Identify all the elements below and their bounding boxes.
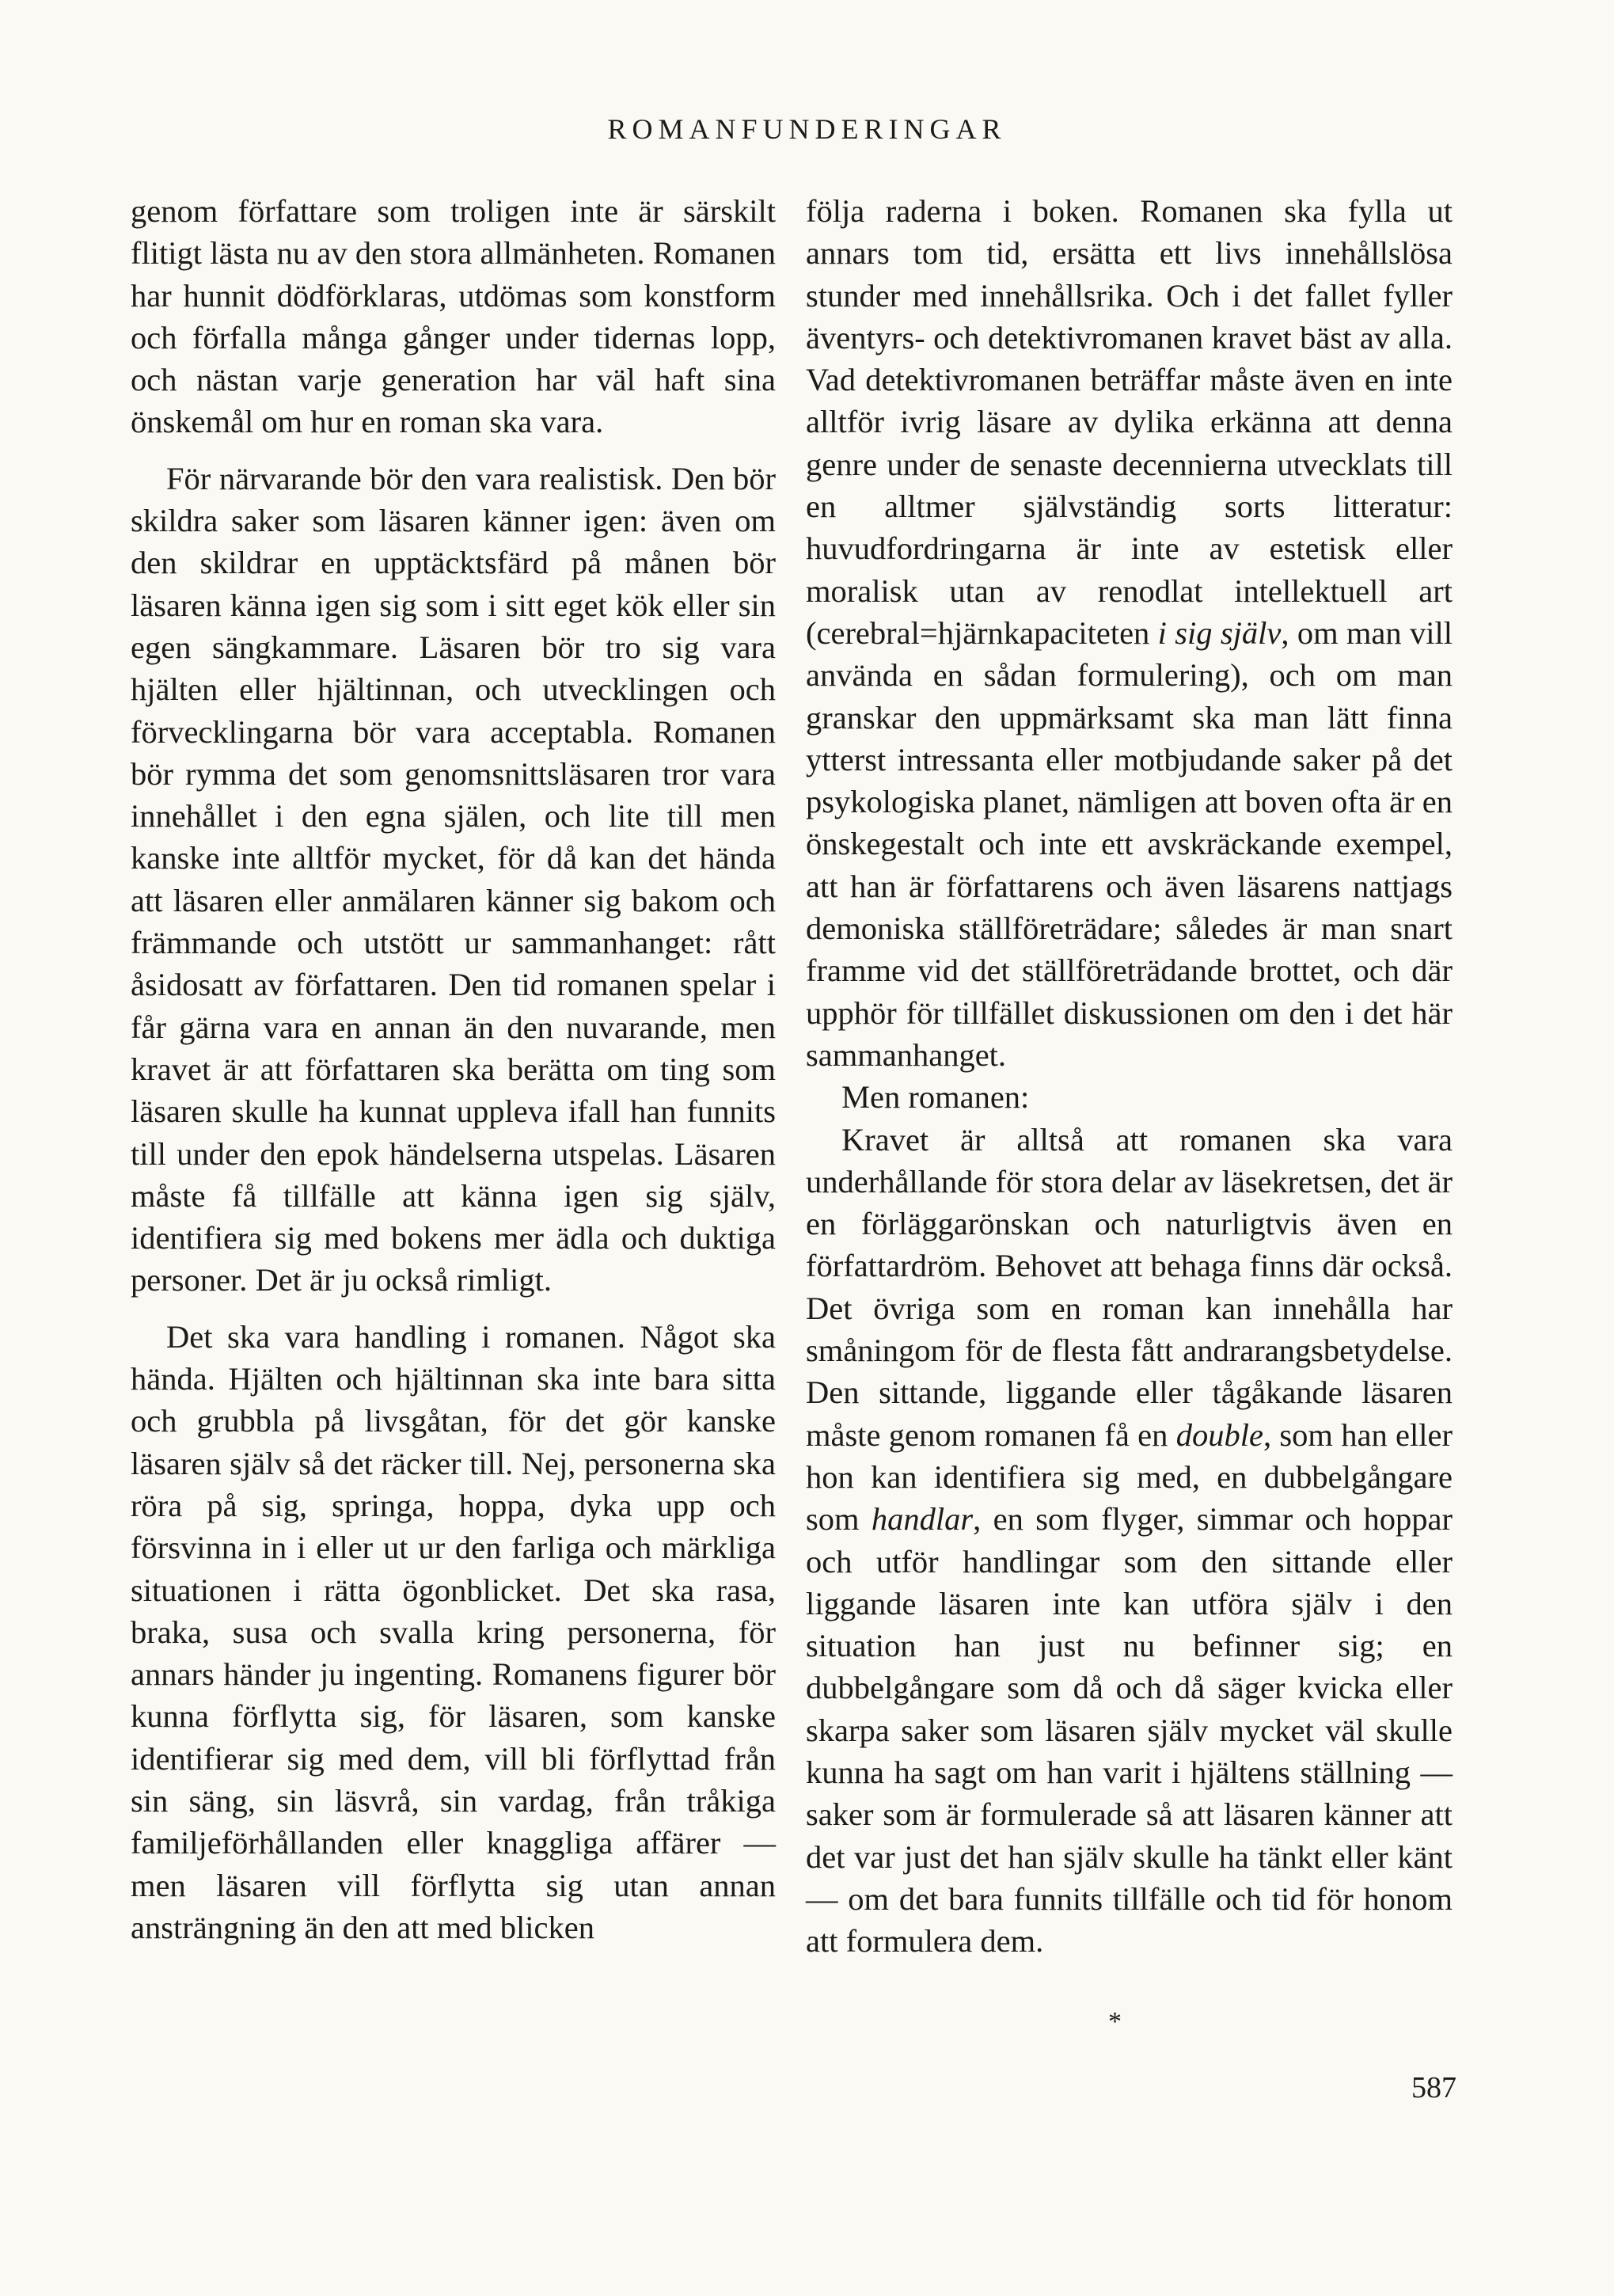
right-paragraph-2: Men romanen: — [841, 1079, 1030, 1116]
right-paragraph-3-emphasis-double: double — [1175, 1416, 1263, 1453]
right-paragraph-1-text-b: , om man vill använda en sådan formulering), och om man granskar den uppmärksamt ska man lätt finna ytterst intressanta eller motbjudande saker på det psykologiska planet, nämligen att boven ofta är en önskegestalt och inte ett avskräckande exempel, att han är författarens och även läsarens nattjags demoniska ställföreträdare; således är man snart framme vid det ställföreträdande brottet, och där upphör för tillfället diskussionen om den i det här sammanhanget. — [806, 614, 1453, 1073]
right-paragraph-3-text-b: , som han eller hon kan identifiera sig med, en dubbelgångare som — [806, 1416, 1453, 1538]
left-paragraph-1: genom författare som troligen inte är särskilt flitigt lästa nu av den stora allmänheten. Romanen har hunnit dödförklaras, utdömas som konstform och förfalla många gånger under tidernas lopp, och nästan varje generation har väl haft sina önskemål om hur en roman ska vara. — [131, 193, 776, 440]
left-paragraph-3: Det ska vara handling i romanen. Något ska hända. Hjälten och hjältinnan ska inte bara sitta och grubbla på livsgåtan, för det gör kanske läsaren själv så det räcker till. Nej, personerna ska röra på sig, springa, hoppa, dyka upp och försvinna in i eller ut ur den farliga och märkliga situationen i rätta ögonblicket. Det ska rasa, braka, susa och svalla kring personerna, för annars händer ju ingenting. Romanens figurer bör kunna förflytta sig, för läsaren, som kanske identifierar sig med dem, vill bli förflyttad från sin säng, sin läsvrå, sin vardag, från tråkiga familjeförhållanden eller knaggliga affärer — men läsaren vill förflytta sig utan annan ansträngning än den att med blicken — [131, 1318, 776, 1945]
right-paragraph-3 — [806, 1119, 1453, 1963]
right-paragraph-3-text-a: Kravet är alltså att romanen ska vara underhållande för stora delar av läsekretsen, det är en förläggarönskan och naturligtvis även en författardröm. Behovet att behaga finns där också. Det övriga som en roman kan innehålla har småningom för de flesta fått andrarangsbetydelse. Den sittande, liggande eller tågåkande läsaren måste genom romanen få en — [806, 1121, 1453, 1453]
right-paragraph-3-emphasis-handlar: handlar — [871, 1501, 974, 1538]
running-title: ROMANFUNDERINGAR — [607, 113, 1007, 145]
section-break-asterisk: * — [1108, 2007, 1122, 2036]
right-paragraph-1-emphasis: i sig själv — [1157, 614, 1282, 651]
left-column — [131, 190, 776, 1948]
page-number: 587 — [1411, 2071, 1456, 2104]
left-paragraph-2: För närvarande bör den vara realistisk. Den bör skildra saker som läsaren känner igen: även om den skildrar en upptäcktsfärd på månen bör läsaren känna igen sig som i sitt eget kök eller sin egen sängkammare. Läsaren bör tro sig vara hjälten eller hjältinnan, och utvecklingen och förvecklingarna bör vara acceptabla. Romanen bör rymma det som genomsnittsläsaren tror vara innehållet i den egna själen, och lite till men kanske inte alltför mycket, för då kan det hända att läsaren eller anmälaren känner sig bakom och främmande och utstött ur sammanhanget: rått åsidosatt av författaren. Den tid romanen spelar i får gärna vara en annan än den nuvarande, men kravet är att författaren ska berätta om ting som läsaren skulle ha kunnat uppleva ifall han funnits till under den epok händelserna utspelas. Läsaren måste få tillfälle att känna igen sig själv, identifiera sig med bokens mer ädla och duktiga personer. Det är ju också rimligt. — [131, 460, 776, 1298]
right-paragraph-3-text-c: , en som flyger, simmar och hoppar och utför handlingar som den sittande eller liggande läsaren inte kan utföra själv i den situation han just nu befinner sig; en dubbelgångare som då och då säger kvicka eller skarpa saker som läsaren själv mycket väl skulle kunna ha sagt om han varit i hjältens ställning — saker som är formulerade så att läsaren känner att det var just det han själv skulle ha tänkt eller känt — om det bara funnits tillfälle och tid för honom att formulera dem. — [806, 1501, 1453, 1960]
right-paragraph-1 — [806, 190, 1453, 1076]
right-column — [806, 190, 1453, 1962]
right-paragraph-1-text-a: följa raderna i boken. Romanen ska fylla ut annars tom tid, ersätta ett livs innehållslösa stunder med innehållsrika. Och i det fallet fyller äventyrs- och detektivromanen kravet bäst av alla. Vad detektivromanen beträffar måste även en inte alltför ivrig läsare av dylika erkänna att denna genre under de senaste decennierna utvecklats till en alltmer självständig sorts litteratur: huvudfordringarna är inte av estetisk eller moralisk utan av renodlat intellektuell art (cerebral=hjärnkapaciteten — [806, 193, 1453, 651]
